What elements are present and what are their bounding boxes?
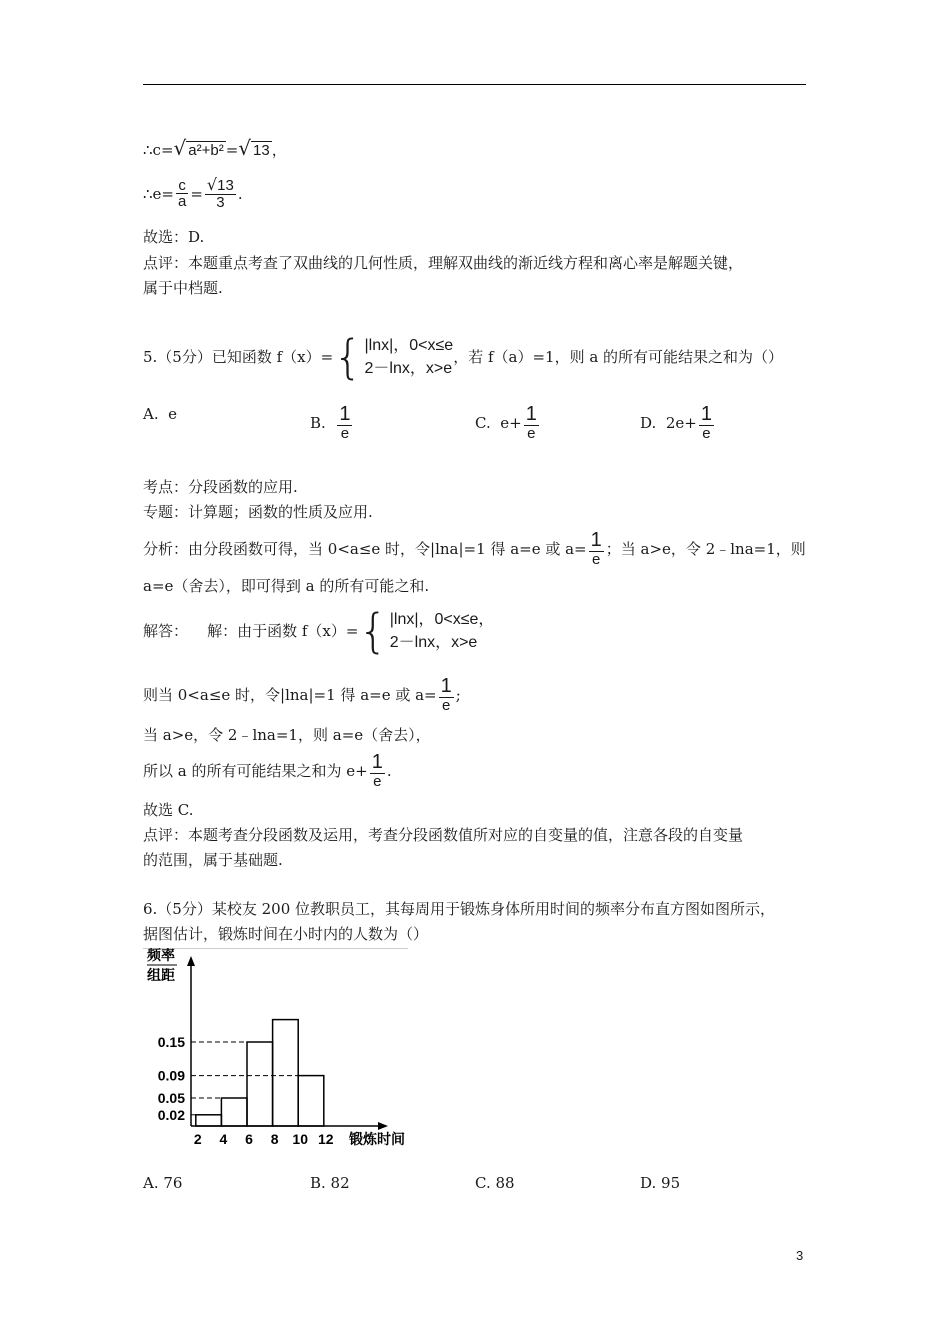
histogram-bar <box>221 1098 247 1126</box>
q5-solution-case-1: |lnx|，0<x≤e， <box>389 611 495 628</box>
q5-case-2: 2－lnx，x>e <box>364 360 453 378</box>
page-number: 3 <box>796 1248 804 1263</box>
x-axis-arrow <box>378 1122 388 1130</box>
y-axis-arrow <box>187 956 195 966</box>
histogram-bar <box>273 1020 299 1126</box>
q5-solution-head: 解答： 解：由于函数 f（x）= { |lnx|，0<x≤e， 2－lnx，x>e <box>143 604 495 659</box>
q4-comment-line1: 点评：本题重点考查了双曲线的几何性质，理解双曲线的渐近线方程和离心率是解题关键， <box>143 254 744 272</box>
x-tick-label: 4 <box>219 1131 228 1147</box>
y-tick-label: 0.02 <box>157 1106 185 1123</box>
q5-solution-sum: 所以 a 的所有可能结果之和为 e+ $\frac{1}{e}$ . <box>143 751 392 790</box>
c-equation: ∴c=√ a²+b² =√ 13 ， <box>143 136 287 160</box>
q5-stem: 5.（5分）已知函数 f（x）= { |lnx|，0<x≤e 2－lnx，x>e ，若 f（a）=1，则 a 的所有可能结果之和为（） <box>143 330 784 385</box>
q6-option-d[interactable]: D. 95 <box>640 1174 681 1192</box>
histogram-bar <box>247 1042 273 1126</box>
q6-stem-line1: 6.（5分）某校友 200 位教职员工，其每周用于锻炼身体所用时间的频率分布直方图如图所示， <box>143 900 776 918</box>
y-tick-label: 0.09 <box>157 1067 185 1084</box>
q5-answer: 故选 C. <box>143 801 194 819</box>
q5-comment-line2: 的范围，属于基础题. <box>143 851 283 869</box>
q5-kaodian: 考点：分段函数的应用. <box>143 478 298 496</box>
q5-option-d[interactable]: D. 2e+ $\frac{1}{e}$ <box>640 403 712 442</box>
q6-stem-line2: 据图估计，锻炼时间在小时内的人数为（） <box>143 925 429 943</box>
e-equation: ∴e= $\frac{c}{a}$ = $\frac{√13}{3}$ . <box>143 175 243 211</box>
q5-solution-case-2: 2－lnx，x>e <box>389 634 478 652</box>
y-axis-label-top: 频率 <box>147 948 175 963</box>
q5-comment-line1: 点评：本题考查分段函数及运用，考查分段函数值所对应的自变量的值，注意各段的自变量 <box>143 826 744 844</box>
x-axis-label: 锻炼时间 <box>349 1131 405 1147</box>
y-tick-label: 0.05 <box>157 1090 185 1106</box>
chart-plot <box>147 948 405 1147</box>
x-tick-label: 8 <box>270 1131 279 1147</box>
q5-zhuanti: 专题：计算题；函数的性质及应用. <box>143 503 373 521</box>
q5-option-a[interactable]: A. e <box>143 405 178 423</box>
histogram-bar <box>196 1115 222 1126</box>
histogram-bar <box>298 1076 324 1126</box>
x-tick-label: 10 <box>292 1131 308 1147</box>
q6-option-c[interactable]: C. 88 <box>475 1174 515 1192</box>
q5-solution-then: 则当 0<a≤e 时，令|lna|=1 得 a=e 或 a= $\frac{1}{e}$ ; <box>143 675 461 714</box>
x-tick-label: 12 <box>318 1131 334 1147</box>
q6-option-b[interactable]: B. 82 <box>310 1174 350 1192</box>
q5-option-b[interactable]: B. $\frac{1}{e}$ <box>310 403 351 442</box>
x-tick-label: 2 <box>193 1131 202 1147</box>
q4-comment-line2: 属于中档题. <box>143 279 223 297</box>
histogram-chart <box>143 948 423 1153</box>
q5-analysis-line1: 分析：由分段函数可得，当 0<a≤e 时，令|lna|=1 得 a=e 或 a= $\frac{1}{e}$ ；当 a>e，令 2﹣lna=1，则 <box>143 529 806 568</box>
q5-case-1: |lnx|，0<x≤e <box>364 337 454 354</box>
header-rule <box>143 84 806 85</box>
y-tick-label: 0.15 <box>157 1034 185 1050</box>
x-tick-label: 6 <box>245 1131 253 1147</box>
q4-answer: 故选：D. <box>143 228 205 246</box>
q5-option-c[interactable]: C. e+ $\frac{1}{e}$ <box>475 403 537 442</box>
q5-solution-when: 当 a>e，令 2﹣lna=1，则 a=e（舍去）， <box>143 726 431 744</box>
q5-analysis-line2: a=e（舍去），即可得到 a 的所有可能之和. <box>143 577 430 595</box>
q6-option-a[interactable]: A. 76 <box>143 1174 183 1192</box>
y-axis-label-bottom: 组距 <box>147 967 175 983</box>
